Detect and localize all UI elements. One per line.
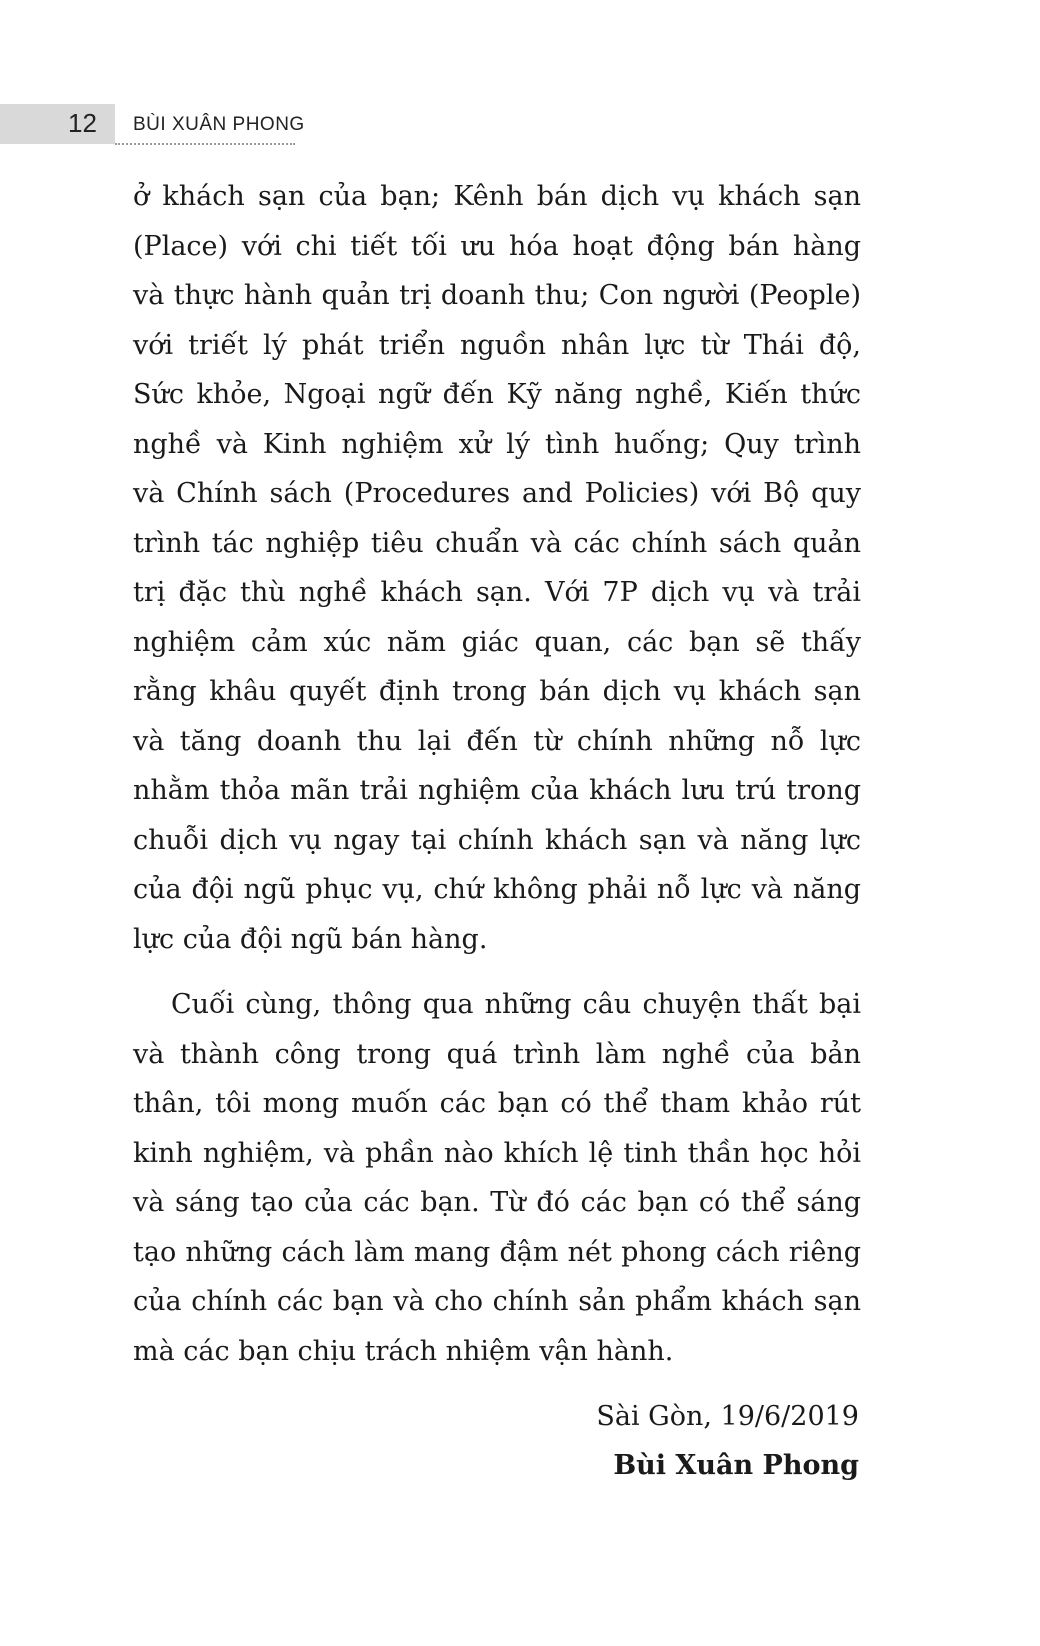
text-line: chuỗi dịch vụ ngay tại chính khách sạn và năng lực [133,824,861,856]
signature-name: Bùi Xuân Phong [613,1450,859,1481]
text-line: ở khách sạn của bạn; Kênh bán dịch vụ khách sạn [133,181,861,212]
text-line: (Place) với chi tiết tối ưu hóa hoạt động bán hàng [133,230,861,262]
text-line: của đội ngũ phục vụ, chứ không phải nỗ lực và năng [133,874,861,905]
header-band [0,104,115,144]
paragraph-2 [133,980,861,1376]
text-line: mà các bạn chịu trách nhiệm vận hành. [133,1335,674,1367]
text-line: Sức khỏe, Ngoại ngữ đến Kỹ năng nghề, Kiến thức [133,379,861,410]
text-line: trình tác nghiệp tiêu chuẩn và các chính sách quản [133,527,861,559]
text-line: rằng khâu quyết định trong bán dịch vụ khách sạn [133,676,861,707]
text-line: của chính các bạn và cho chính sản phẩm khách sạn [133,1286,861,1317]
text-line: và thực hành quản trị doanh thu; Con người (People) [133,280,861,311]
text-line: và tăng doanh thu lại đến từ chính những nỗ lực [133,725,861,757]
page-number: 12 [68,108,97,138]
body-text [133,172,861,1376]
running-head: BÙI XUÂN PHONG [133,114,305,135]
text-line: thân, tôi mong muốn các bạn có thể tham khảo rút [133,1088,861,1119]
header-divider [115,143,295,145]
paragraph-gap [133,964,861,980]
text-line: Cuối cùng, thông qua những câu chuyện thất bại [171,989,861,1020]
text-line: nghiệm cảm xúc năm giác quan, các bạn sẽ thấy [133,626,861,658]
text-line: với triết lý phát triển nguồn nhân lực từ Thái độ, [133,329,861,361]
text-line: nhằm thỏa mãn trải nghiệm của khách lưu trú trong [133,775,861,806]
paragraph-1 [133,172,861,964]
text-line: trị đặc thù nghề khách sạn. Với 7P dịch vụ và trải [133,577,861,608]
signature-place-date: Sài Gòn, 19/6/2019 [596,1401,859,1432]
text-line: kinh nghiệm, và phần nào khích lệ tinh thần học hỏi [133,1137,861,1169]
text-line: nghề và Kinh nghiệm xử lý tình huống; Quy trình [133,428,861,460]
text-line: lực của đội ngũ bán hàng. [133,923,488,955]
text-line: và thành công trong quá trình làm nghề của bản [133,1038,861,1070]
text-line: và Chính sách (Procedures and Policies) với Bộ quy [133,478,861,509]
text-line: tạo những cách làm mang đậm nét phong cách riêng [133,1236,861,1268]
text-line: và sáng tạo của các bạn. Từ đó các bạn có thể sáng [133,1187,861,1218]
